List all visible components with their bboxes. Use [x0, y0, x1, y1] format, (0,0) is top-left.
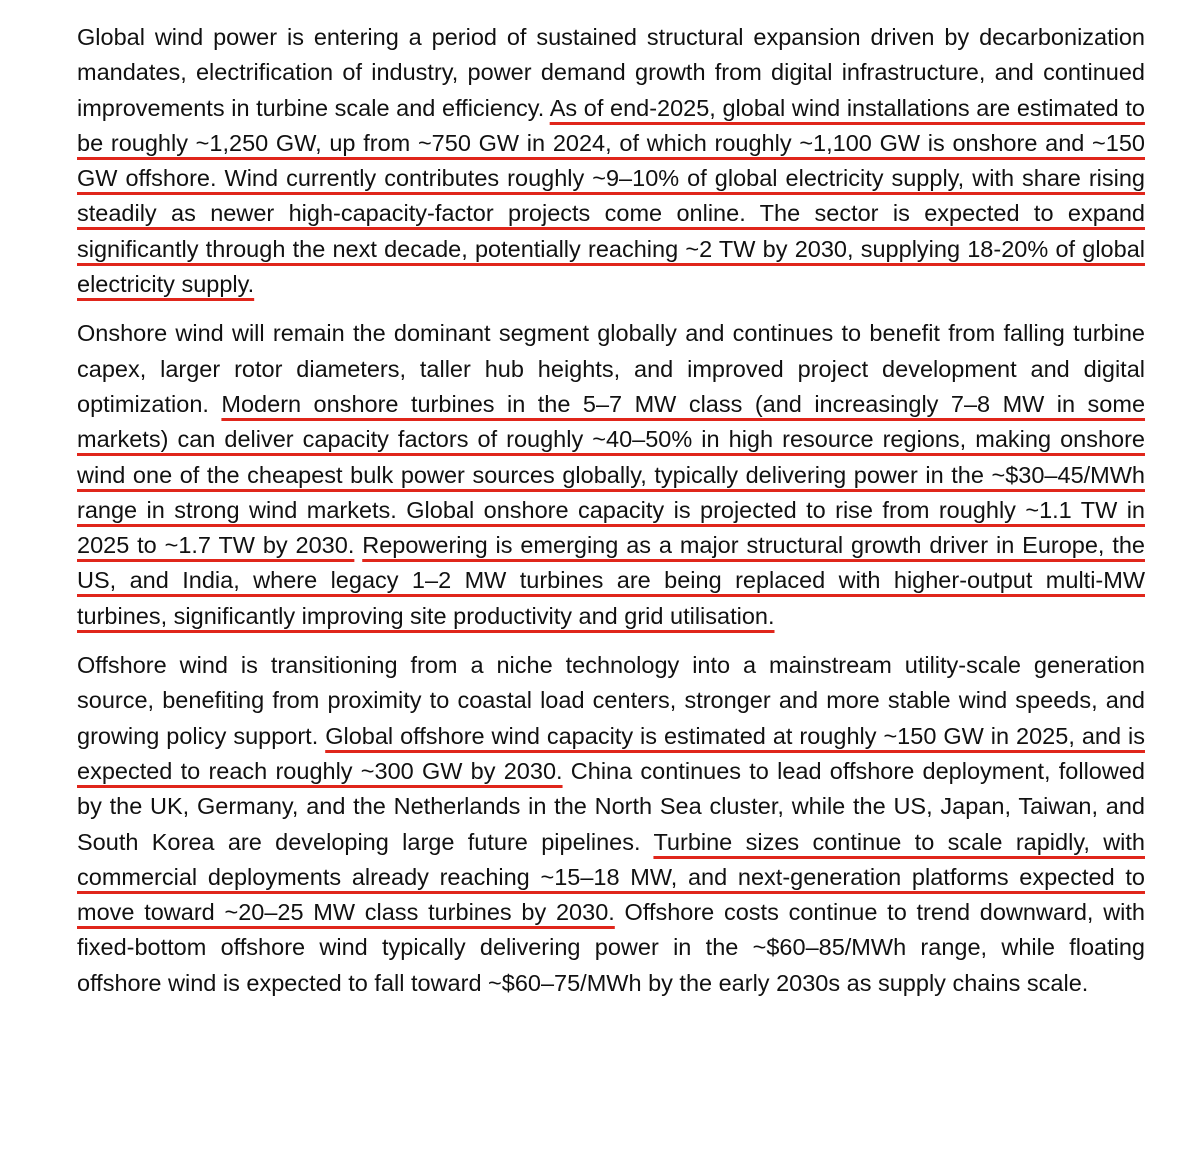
text-segment: Global wind power is entering a period of sustained structural expansion driven by decarbonization mandates, electrification of industry, power demand growth from digital infrastructure, and continued improvements in turbine scale and efficiency.	[77, 24, 1145, 121]
paragraph-global-wind	[77, 20, 1145, 302]
paragraph-offshore-wind	[77, 648, 1145, 1001]
document-body	[77, 20, 1145, 1015]
highlighted-text-segment: Modern onshore turbines in the 5–7 MW class (and increasingly 7–8 MW in some markets) can deliver capacity factors of roughly ~40–50% in high resource regions, making onshore wind one of the cheapest bulk power sources globally, typically delivering power in the ~$30–45/MWh range in strong wind markets. Global onshore capacity is projected to rise from roughly ~1.1 TW in 2025 to ~1.7 TW by 2030.	[77, 390, 1146, 559]
highlighted-text-segment: Turbine sizes continue to scale rapidly, with commercial deployments already reaching ~15–18 MW, and next-generation platforms expected to move toward ~20–25 MW class turbines by 2030.	[77, 828, 1145, 926]
text-segment: China continues to lead offshore deployment, followed by the UK, Germany, and the Netherlands in the North Sea cluster, while the US, Japan, Taiwan, and South Korea are developing large future pipelines.	[77, 757, 1145, 855]
highlighted-text-segment: Repowering is emerging as a major structural growth driver in Europe, the US, and India, where legacy 1–2 MW turbines are being replaced with higher-output multi-MW turbines, significantly improving site productivity and grid utilisation.	[77, 532, 1145, 629]
text-segment: Onshore wind will remain the dominant segment globally and continues to benefit from falling turbine capex, larger rotor diameters, taller hub heights, and improved project development and digital optimization.	[77, 320, 1145, 417]
text-segment: Offshore wind is transitioning from a niche technology into a mainstream utility-scale generation source, benefiting from proximity to coastal load centers, stronger and more stable wind speeds, and growing policy support.	[77, 652, 1145, 749]
highlighted-text-segment: Global offshore wind capacity is estimated at roughly ~150 GW in 2025, and is expected to reach roughly ~300 GW by 2030.	[77, 722, 1145, 784]
highlighted-text-segment: As of end-2025, global wind installations are estimated to be roughly ~1,250 GW, up from ~750 GW in 2024, of which roughly ~1,100 GW is onshore and ~150 GW offshore. Wind currently contributes roughly ~9–10% of global electricity supply, with share rising steadily as newer high-capacity-factor projects come online. The sector is expected to expand significantly through the next decade, potentially reaching ~2 TW by 2030, supplying 18-20% of global electricity supply.	[77, 94, 1145, 298]
text-segment: Offshore costs continue to trend downward, with fixed-bottom offshore wind typically delivering power in the ~$60–85/MWh range, while floating offshore wind is expected to fall toward ~$60–75/MWh by the early 2030s as supply chains scale.	[77, 899, 1145, 996]
paragraph-onshore-wind	[77, 316, 1145, 634]
